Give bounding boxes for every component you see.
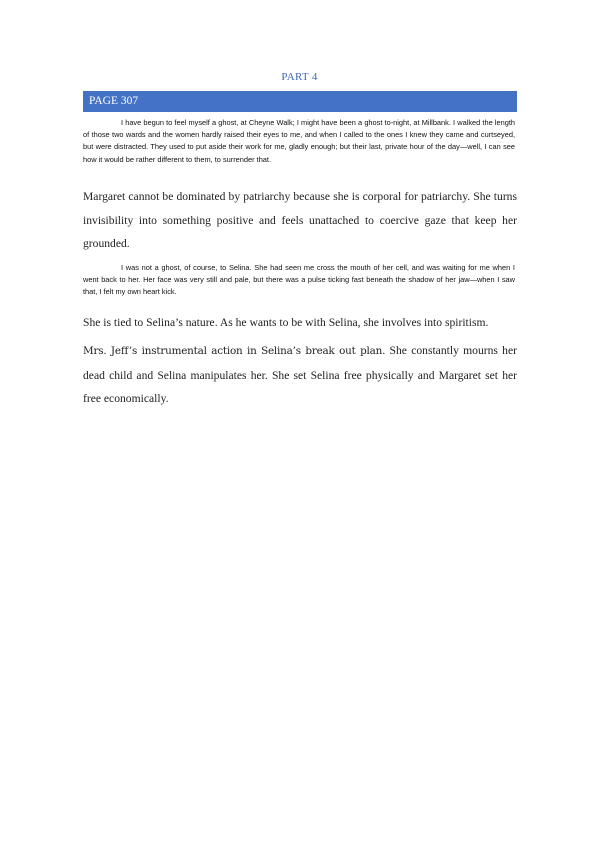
paragraph-2: She is tied to Selina’s nature. As he wants to be with Selina, she involves into spiritism. [83,316,489,329]
paragraph-3-lead: Mrs. Jeff’s instrumental action in Selina’s break out plan. [83,345,386,357]
paragraph-3-rest: She constantly mourns her dead child and Selina manipulates her. She set Selina free physically and Margaret set her free economically. [83,344,517,406]
part-title: PART 4 [281,71,318,83]
paragraph-3 [83,339,517,411]
block-quote-2: I was not a ghost, of course, to Selina. She had seen me cross the mouth of her cell, and was waiting for me when I went back to her. Her face was very still and pale, but there was a pulse ticking fast beneath the shadow of her jaw—when I saw that, I felt my own heart kick. [83,263,515,297]
block-quote-1: I have begun to feel myself a ghost, at Cheyne Walk; I might have been a ghost to-night, at Millbank. I walked the length of those two wards and the women hardly raised their eyes to me, and when I called to the ones I knew they came and curtseyed, but were distracted. They used to put aside their work for me, gladly enough; but their last, private hour of the day—well, I can see how it would be rather different to them, to surrender that. [83,118,515,164]
page-heading-label: PAGE 307 [89,95,139,107]
page-heading-bar [83,91,517,112]
paragraph-1: Margaret cannot be dominated by patriarchy because she is corporal for patriarchy. She turns invisibility into something positive and feels unattached to coercive gaze that keep her grounded. [83,190,517,251]
